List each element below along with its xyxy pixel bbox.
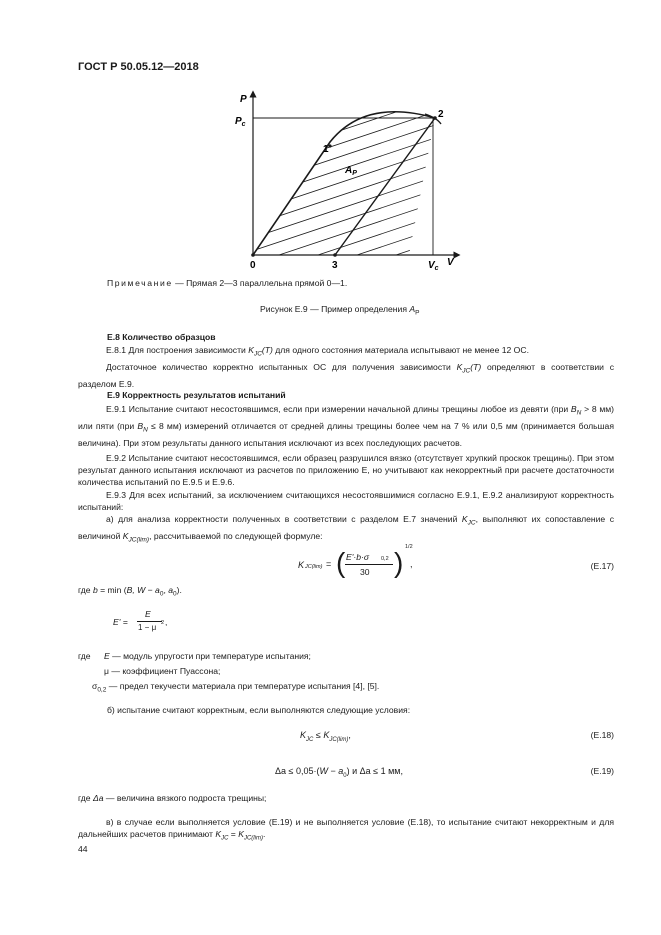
paragraph-e9-3a: а) для анализа корректности полученных в соответствии с разделом Е.7 значений $K_{JC}$, выполняют их сопоставление с величиной $K_{JC(lim)}$, рассчитываемой по следующей формуле: (78, 514, 615, 544)
section-e9-heading: Е.9 Корректность результатов испытаний (107, 390, 286, 400)
page-number: 44 (78, 844, 88, 854)
equation-e17: K JC(lim) = ( E'·b·σ 0,2 30 ) 1/2 , (298, 544, 413, 578)
label-p: P (240, 94, 247, 105)
line-2-3 (335, 118, 435, 255)
figure-e9-diagram (225, 88, 465, 273)
equation-e17-number: (E.17) (590, 561, 614, 571)
label-ap: $A_P$ (345, 165, 357, 177)
label-pc: $P_c$ (235, 116, 246, 128)
section-e8-text: Е.8.1 Для построения зависимости $K_{JC}(T)$ для одного состояния материала испытывают не менее 12 ОС. Достаточное количество корректно испытанных ОС для получения зависимости $K_{JC}(T)$ определяют в соответствии с разделом Е.9. (78, 345, 614, 389)
page-header: ГОСТ Р 50.05.12—2018 (78, 61, 199, 73)
label-point-1: 1 (323, 144, 329, 155)
equation-e-prime: E' = E 1 − μ 2 , (113, 609, 168, 632)
definition-mu: μ — коэффициент Пуассона; (104, 666, 221, 676)
paragraph-v: в) в случае если выполняется условие (Е.19) и не выполняется условие (Е.18), то испытание считают некорректным и для дальнейших расчетов принимают $K_{JC} = K_{JC(lim)}$. (78, 817, 614, 842)
label-point-0: 0 (250, 260, 256, 271)
where-b-definition: где b = min (B, $W - a_0$, $a_0$). (78, 585, 182, 598)
definition-e: E — модуль упругости при температуре испытания; (104, 651, 311, 661)
equation-e18: $K_{JC} \le K_{JC(lim)}$, (300, 730, 351, 743)
paragraph-b: б) испытание считают корректным, если выполняются следующие условия: (107, 705, 411, 715)
equation-e18-number: (E.18) (590, 730, 614, 740)
label-vc: $V_c$ (428, 260, 439, 272)
figure-caption: Рисунок Е.9 — Пример определения $A_P$ (260, 304, 420, 317)
definitions-where: где (78, 651, 91, 661)
label-point-3: 3 (332, 260, 338, 271)
paragraph-e9-2: Е.9.2 Испытание считают несостоявшимся, если образец разрушился вязко (отсутствует хрупкий проскок трещины). При этом результат данного испытания исключают из расчетов по приложению Е, но учитывают как некорректный при расчете достаточности количества испытаний по Е.9.5 и Е.9.6. (78, 453, 614, 488)
label-v: V (447, 257, 454, 268)
definition-sigma: $\sigma_{0,2}$ — предел текучести материала при температуре испытания [4], [5]. (92, 681, 380, 694)
paragraph-e9-3: Е.9.3 Для всех испытаний, за исключением считающихся несостоявшимися согласно Е.9.1, Е.9.2 анализируют корректность испытаний: (78, 490, 614, 513)
where-delta-a: где Δa — величина вязкого подроста трещины; (78, 793, 267, 803)
section-e8-heading: Е.8 Количество образцов (107, 332, 216, 342)
equation-e19-number: (E.19) (590, 766, 614, 776)
equation-e19: $\Delta a \le 0,05\cdot(W - a_0)$ и Δa ≤ 1 мм, (275, 766, 403, 779)
figure-note: Примечание — Прямая 2—3 параллельна прямой 0—1. (107, 278, 348, 288)
label-point-2: 2 (438, 109, 444, 120)
paragraph-e9-1: Е.9.1 Испытание считают несостоявшимся, если при измерении начальной длины трещины любое из девяти (при $B_N > 8$ мм) или пяти (при $B_N \le 8$ мм) измерений отличается от средней длины трещины более чем на 7 % или 0,5 мм (принимается большая величина). При этом результаты данного испытания исключают из всех последующих расчетов. (78, 404, 615, 448)
